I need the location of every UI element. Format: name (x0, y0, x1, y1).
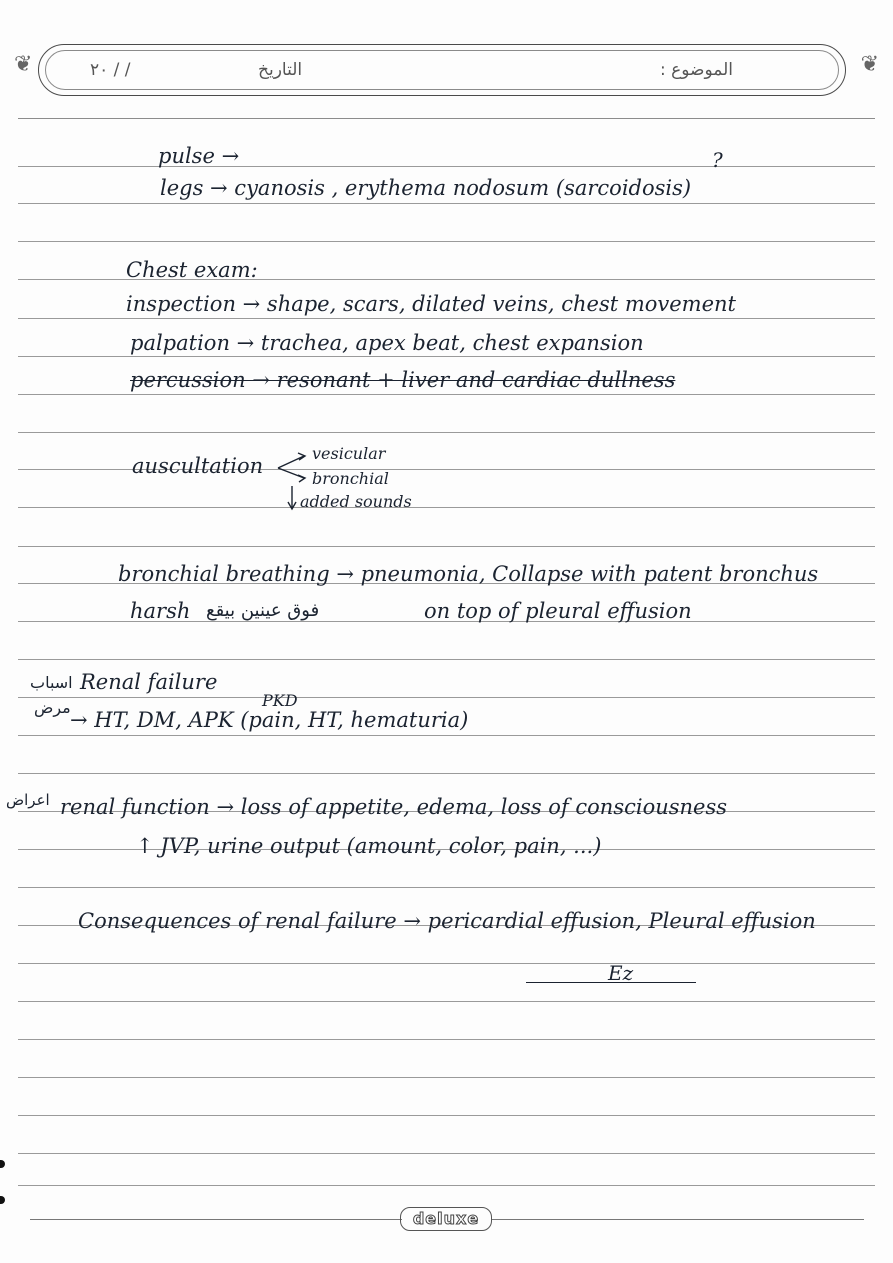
note-bronchial-breathing: bronchial breathing → pneumonia, Collapse with patent bronchus (118, 562, 819, 586)
note-pulse: pulse → (158, 144, 240, 168)
note-ausc-bronchial: bronchial (312, 469, 389, 488)
note-harsh-arabic: فوق عينين بيقع (206, 600, 320, 621)
note-renal-arabic-2: مرض (34, 698, 71, 717)
note-ausc-added-sounds: added sounds (300, 492, 412, 511)
note-consequences: Consequences of renal failure → pericardial effusion, Pleural effusion (78, 909, 816, 933)
ornament-right-icon: ❦ (860, 52, 879, 77)
footer-line-left (30, 1219, 402, 1220)
note-renal-function-arabic: اعراض (6, 791, 50, 809)
note-renal-failure-title: Renal failure (80, 670, 218, 694)
ornament-left-icon: ❦ (14, 52, 33, 77)
subject-label: الموضوع : (660, 60, 734, 80)
note-palpation: palpation → trachea, apex beat, chest expansion (130, 331, 644, 355)
note-pkd: PKD (262, 691, 298, 710)
binding-hole (0, 1196, 5, 1204)
note-harsh: harsh (130, 599, 191, 623)
note-question-mark: ? (712, 148, 723, 172)
date-label: التاريخ (258, 60, 303, 80)
note-chest-exam-title: Chest exam: (126, 258, 258, 282)
note-jvp: ↑ JVP, urine output (amount, color, pain, ...) (136, 834, 602, 858)
note-legs: legs → cyanosis , erythema nodosum (sarcoidosis) (160, 176, 692, 200)
note-auscultation: auscultation (132, 454, 264, 478)
binding-hole (0, 1160, 5, 1168)
note-ausc-vesicular: vesicular (312, 444, 386, 463)
note-percussion: percussion → resonant + liver and cardiac dullness (130, 368, 676, 392)
brand-logo: deluxe (400, 1207, 492, 1231)
note-renal-function: renal function → loss of appetite, edema, loss of consciousness (60, 795, 728, 819)
note-renal-causes: → HT, DM, APK (pain, HT, hematuria) (70, 708, 469, 732)
date-value: ٢٠ / / (90, 60, 131, 80)
note-renal-arabic: اسباب (30, 673, 73, 692)
header-rule (18, 118, 875, 119)
note-pleural-effusion: on top of pleural effusion (424, 599, 692, 623)
footer-line-right (492, 1219, 864, 1220)
signature: Ez (608, 961, 634, 985)
note-inspection: inspection → shape, scars, dilated veins, chest movement (126, 292, 736, 316)
